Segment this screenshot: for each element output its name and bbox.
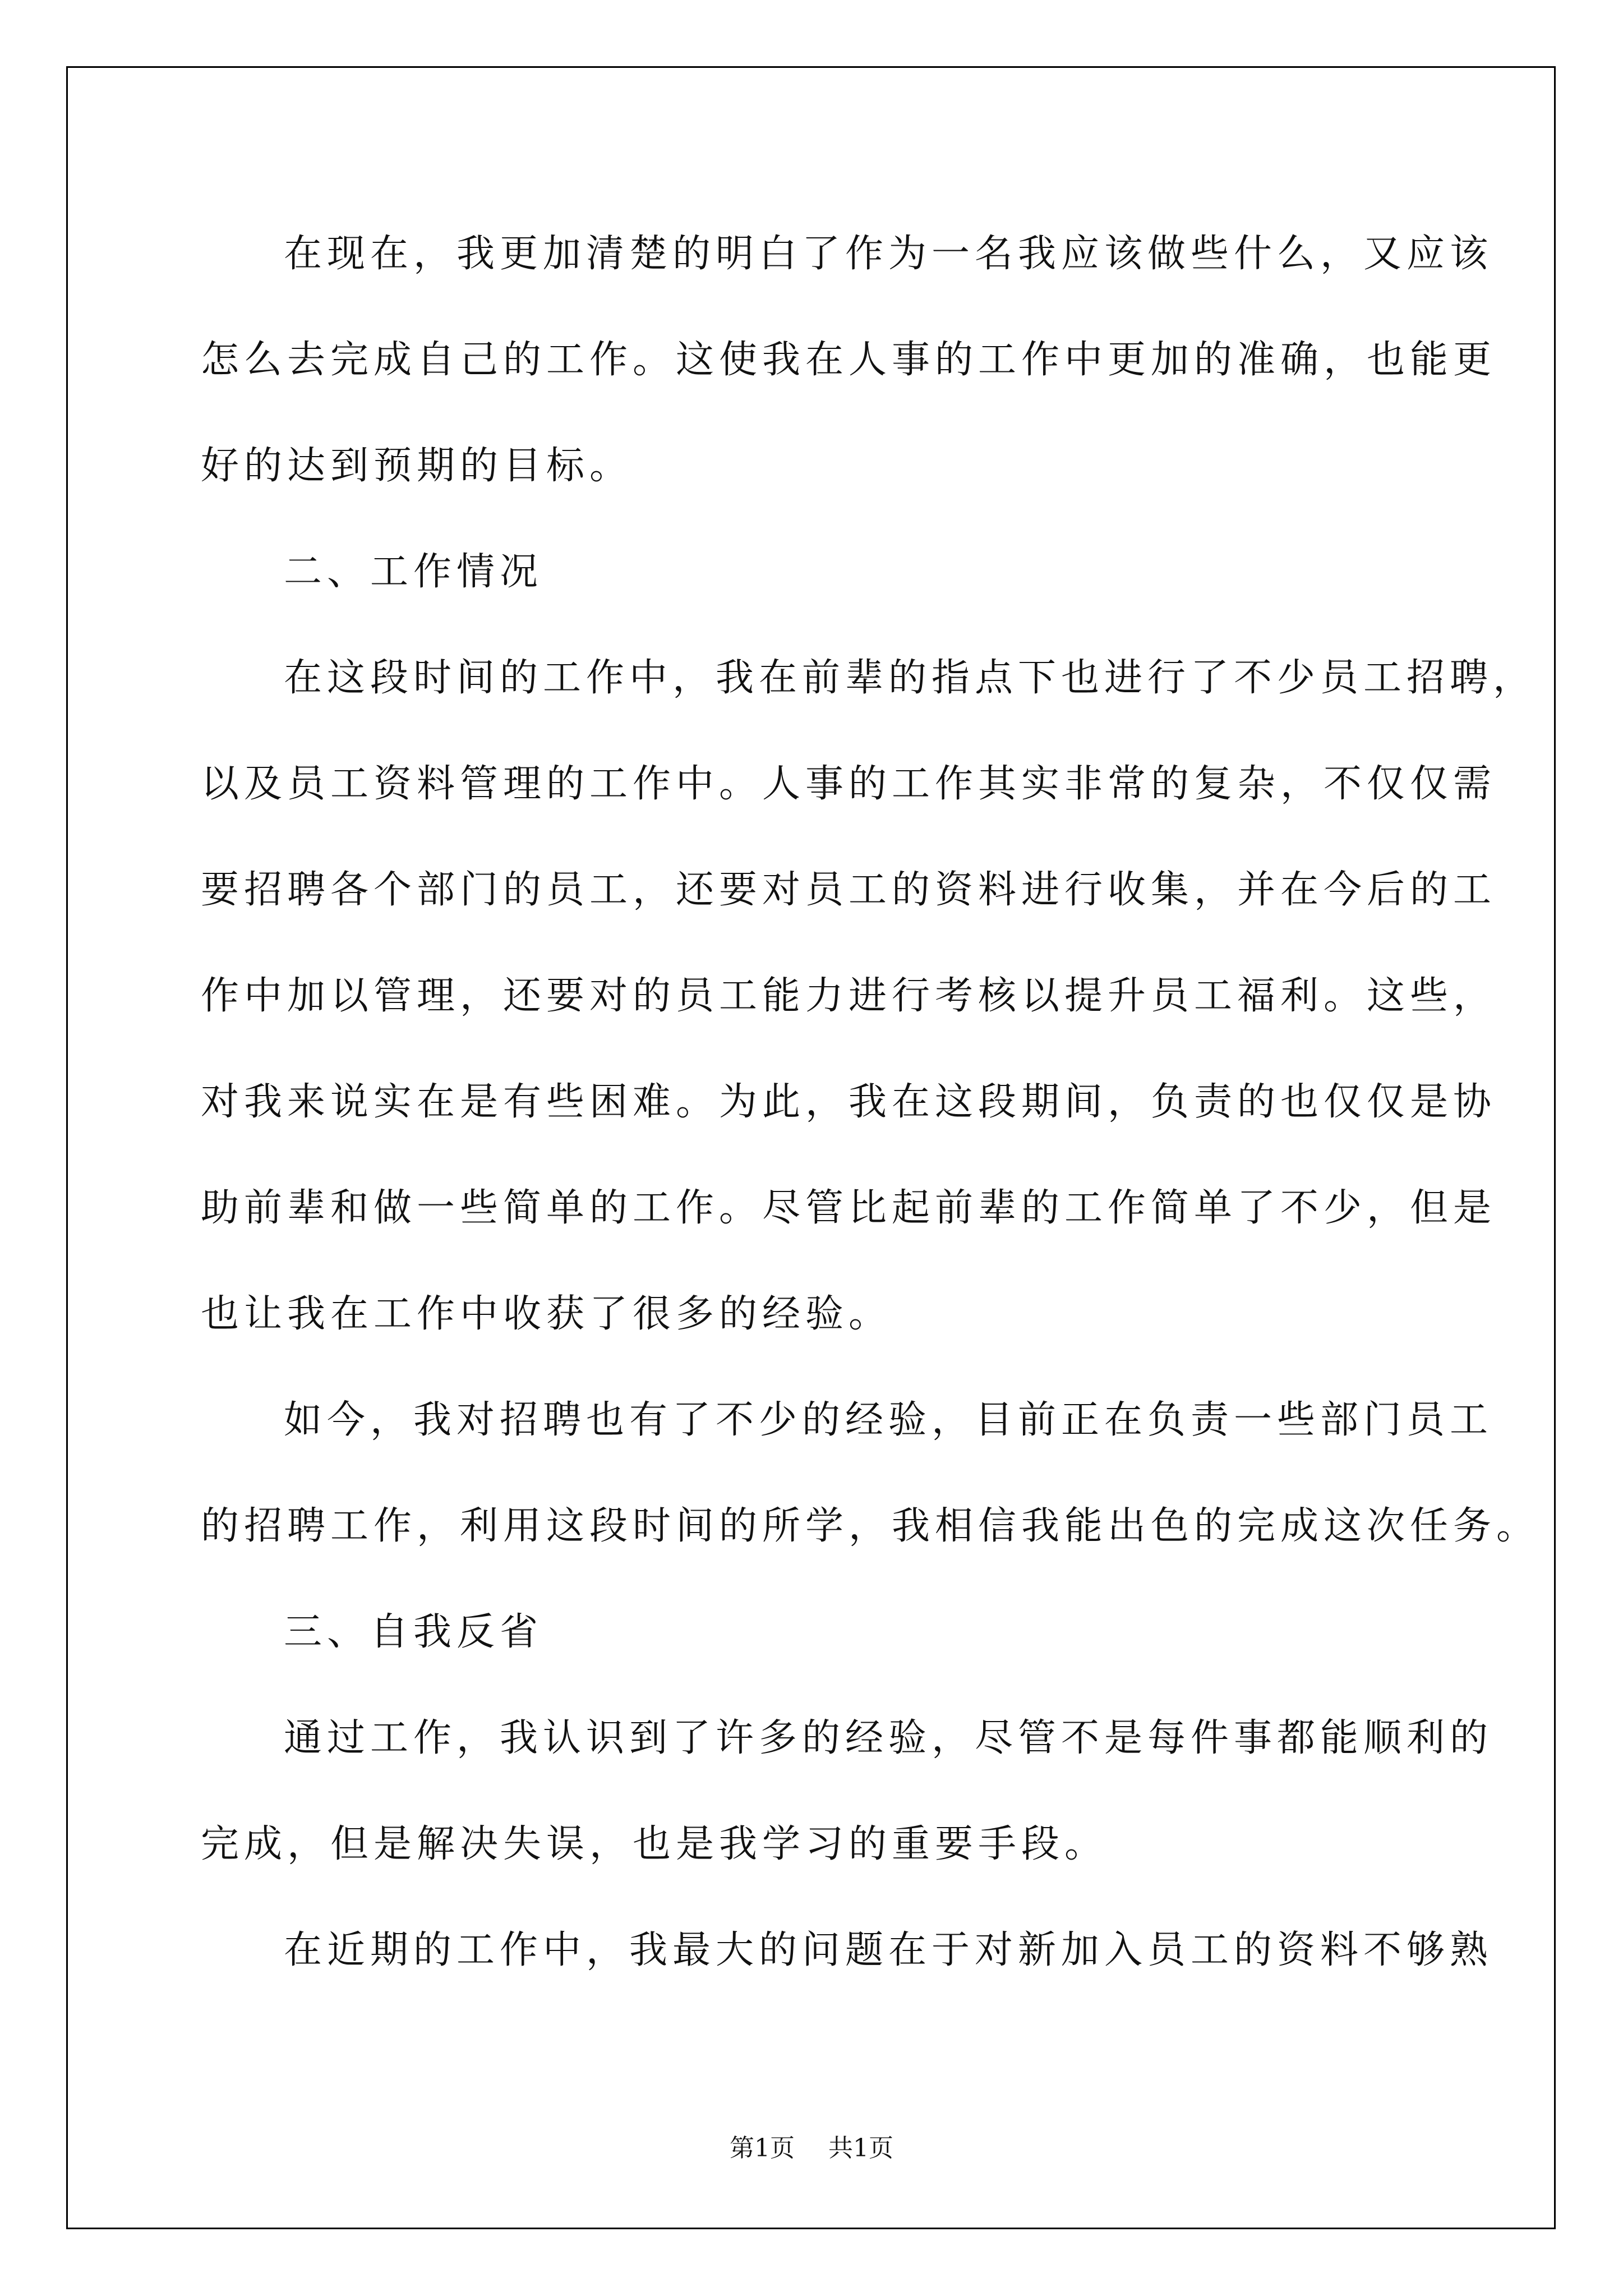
paragraph-line: 完成，但是解决失误，也是我学习的重要手段。 — [201, 1822, 1108, 1866]
paragraph-line: 好的达到预期的目标。 — [201, 444, 633, 488]
page-border — [66, 66, 1556, 2229]
paragraph-line: 在近期的工作中，我最大的问题在于对新加入员工的资料不够熟 — [284, 1928, 1493, 1972]
paragraph-line: 对我来说实在是有些困难。为此，我在这段期间，负责的也仅仅是协 — [201, 1080, 1497, 1124]
paragraph-line: 如今，我对招聘也有了不少的经验，目前正在负责一些部门员工 — [284, 1398, 1493, 1442]
paragraph-line: 以及员工资料管理的工作中。人事的工作其实非常的复杂，不仅仅需 — [201, 762, 1497, 806]
paragraph-line: 怎么去完成自己的工作。这使我在人事的工作中更加的准确，也能更 — [201, 338, 1497, 382]
paragraph-line: 要招聘各个部门的员工，还要对员工的资料进行收集，并在今后的工 — [201, 868, 1497, 912]
page-total: 共1页 — [828, 2134, 893, 2162]
paragraph-line: 在现在，我更加清楚的明白了作为一名我应该做些什么，又应该 — [284, 232, 1493, 276]
paragraph-line: 的招聘工作，利用这段时间的所学，我相信我能出色的完成这次任务。 — [201, 1504, 1540, 1548]
section-heading: 二、工作情况 — [284, 550, 543, 594]
paragraph-line: 助前辈和做一些简单的工作。尽管比起前辈的工作简单了不少，但是 — [201, 1186, 1497, 1230]
paragraph-line: 作中加以管理，还要对的员工能力进行考核以提升员工福利。这些， — [201, 974, 1497, 1018]
page-footer — [0, 2133, 1623, 2164]
paragraph-line: 在这段时间的工作中，我在前辈的指点下也进行了不少员工招聘， — [284, 656, 1537, 700]
page-number: 第1页 — [730, 2134, 795, 2162]
paragraph-line: 也让我在工作中收获了很多的经验。 — [201, 1292, 892, 1336]
paragraph-line: 通过工作，我认识到了许多的经验，尽管不是每件事都能顺利的 — [284, 1716, 1493, 1760]
section-heading: 三、自我反省 — [284, 1610, 543, 1654]
